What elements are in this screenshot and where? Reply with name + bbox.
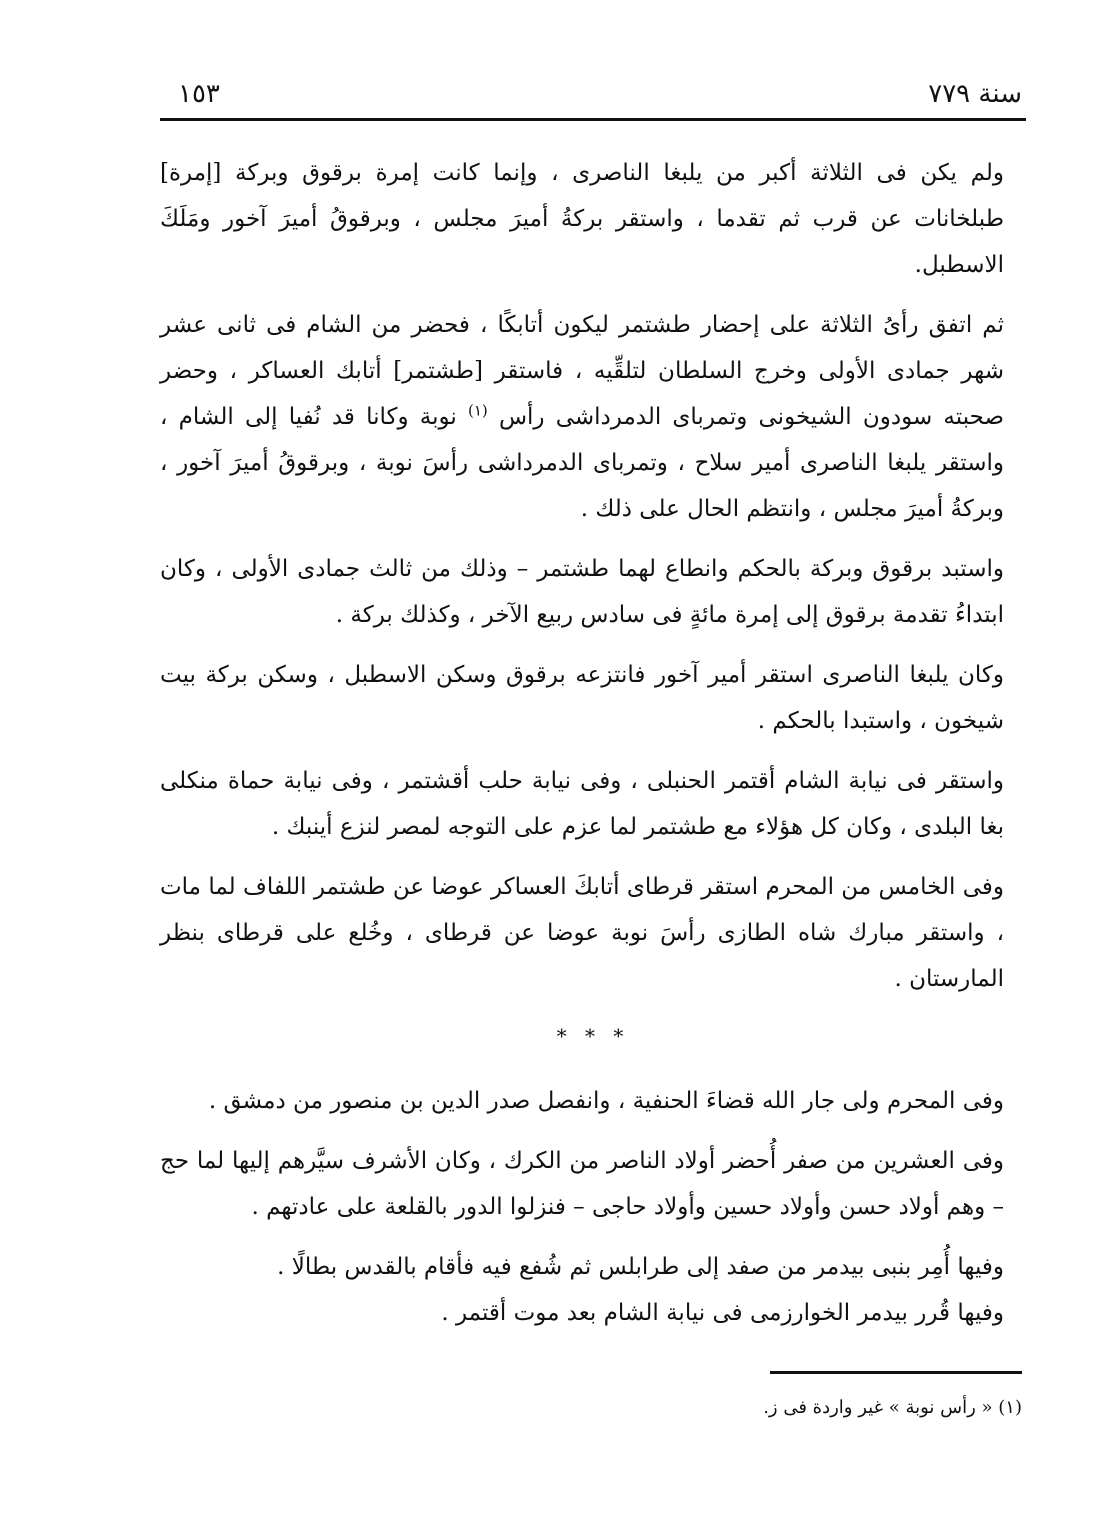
- paragraph-7: وفى المحرم ولى جار الله قضاءَ الحنفية ، وانفصل صدر الدين بن منصور من دمشق .: [208, 1088, 1004, 1114]
- footnote: (١) « رأس نوبة » غير واردة فى ز.: [763, 1397, 1022, 1418]
- paragraph-6: وفى الخامس من المحرم استقر قرطاى أتابكَ العساكر عوضا عن طشتمر اللفاف لما مات ، واستقر مبارك شاه الطازى رأسَ نوبة عوضا عن قرطاى ، وخُلع على قرطاى بنظر المارستان .: [160, 874, 1004, 992]
- paragraph-1: ولم يكن فى الثلاثة أكبر من يلبغا الناصرى ، وإنما كانت إمرة برقوق وبركة [إمرة] طبلخانات عن قرب ثم تقدما ، واستقر بركةُ أميرَ مجلس ، وبرقوقُ أميرَ آخور ومَلَكَ الاسطبل.: [160, 160, 1004, 278]
- paragraph-5: واستقر فى نيابة الشام أقتمر الحنبلى ، وفى نيابة حلب أقشتمر ، وفى نيابة حماة منكلى بغا البلدى ، وكان كل هؤلاء مع طشتمر لما عزم على التوجه لمصر لنزع أينبك .: [160, 768, 1004, 840]
- header-rule: [160, 118, 1026, 121]
- paragraph-2: [160, 302, 1026, 532]
- footnote-rule: [770, 1371, 1022, 1374]
- footnote-reference: (١): [467, 401, 488, 420]
- paragraph-3: واستبد برقوق وبركة بالحكم وانطاع لهما طشتمر – وذلك من ثالث جمادى الأولى ، وكان ابتداءُ تقدمة برقوق إلى إمرة مائةٍ فى سادس ربيع الآخر ، وكذلك بركة .: [160, 556, 1004, 628]
- running-header: [160, 76, 1026, 116]
- paragraph-2-continuation: نوبة وكانا قد نُفيا إلى الشام ، واستقر يلبغا الناصرى أمير سلاح ، وتمرباى الدمرداشى رأسَ نوبة ، وبرقوقُ أميرَ آخور ، وبركةُ أميرَ مجلس ، وانتظم الحال على ذلك .: [160, 404, 1004, 522]
- paragraph-10: وفيها قُرر بيدمر الخوارزمى فى نيابة الشام بعد موت أقتمر .: [441, 1300, 1004, 1326]
- main-text: [160, 150, 1026, 1336]
- paragraph-4: وكان يلبغا الناصرى استقر أمير آخور فانتزعه برقوق وسكن الاسطبل ، وسكن بركة بيت شيخون ، واستبدا بالحكم .: [160, 662, 1004, 734]
- paragraph-8: وفى العشرين من صفر أُحضر أولاد الناصر من الكرك ، وكان الأشرف سيَّرهم إليها لما حج – وهم أولاد حسن وأولاد حسين وأولاد حاجى – فنزلوا الدور بالقلعة على عادتهم .: [160, 1148, 1004, 1220]
- paragraph-2-text: ثم اتفق رأىُ الثلاثة على إحضار طشتمر ليكون أتابكًا ، فحضر من الشام فى ثانى عشر شهر جمادى الأولى وخرج السلطان لتلقِّيه ، فاستقر [طشتمر] أتابك العساكر ، وحضر صحبته سودون الشيخونى وتمرباى الدمرداشى رأس: [160, 312, 1005, 430]
- section-separator: * * *: [556, 1024, 630, 1048]
- page-number: ١٥٣: [178, 79, 220, 109]
- header-year: سنة ٧٧٩: [928, 79, 1022, 109]
- paragraph-9: وفيها أُمِر بنبى بيدمر من صفد إلى طرابلس ثم شُفع فيه فأقام بالقدس بطالًا .: [277, 1254, 1004, 1280]
